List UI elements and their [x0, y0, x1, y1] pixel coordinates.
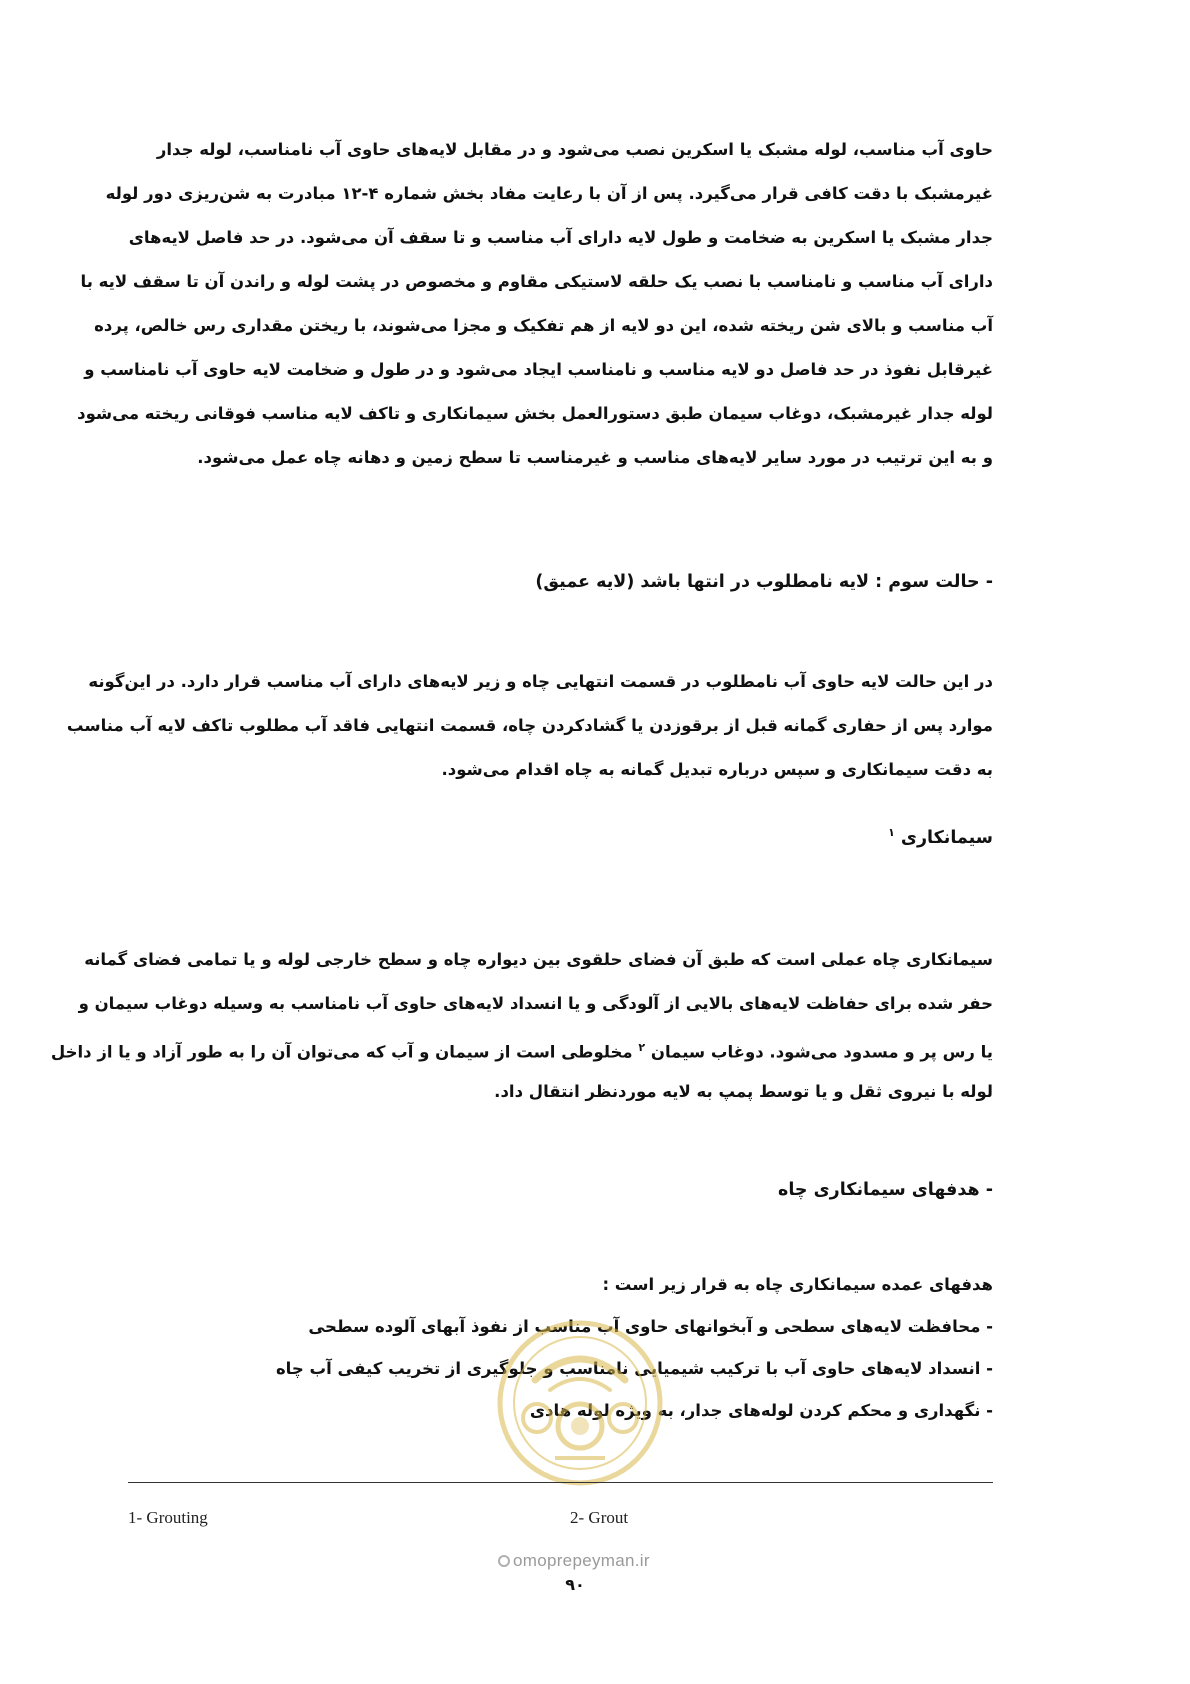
text-line: به دقت سیمانکاری و سپس درباره تبدیل گمانه به چاه اقدام می‌شود.: [441, 760, 993, 779]
text-line: لوله با نیروی ثقل و یا توسط پمپ به لایه موردنظر انتقال داد.: [494, 1082, 993, 1101]
paragraph-deep-layer: [66, 660, 993, 792]
text-line: آب مناسب و بالای شن ریخته شده، این دو لایه از هم تفکیک و مجزا می‌شوند، با ریختن مقداری رس خالص، پرده: [94, 316, 993, 335]
heading-cementing: [128, 826, 993, 848]
heading-goals: - هدفهای سیمانکاری چاه: [777, 1180, 993, 1200]
watermark-url-text: omoprepeyman.ir: [513, 1551, 650, 1570]
text-line: غیرقابل نفوذ در حد فاصل دو لایه مناسب و نامناسب ایجاد می‌شود و در طول و ضخامت لایه حاوی آب نامناسب و: [84, 360, 993, 379]
footnote-divider: [128, 1482, 993, 1483]
text-line: و به این ترتیب در مورد سایر لایه‌های مناسب و غیرمناسب تا سطح زمین و دهانه چاه عمل می‌شود.: [197, 448, 993, 467]
text-line: حاوی آب مناسب، لوله مشبک یا اسکرین نصب می‌شود و در مقابل لایه‌های حاوی آب نامناسب، لوله جدار: [156, 140, 993, 159]
text-line: حفر شده برای حفاظت لایه‌های بالایی از آلودگی و یا انسداد لایه‌های حاوی آب نامناسب به وسیله دوغاب سیمان و: [78, 994, 993, 1013]
text-line: دارای آب مناسب و نامناسب با نصب یک حلقه لاستیکی مقاوم و مخصوص در پشت لوله و راندن آن تا سقف لایه با: [80, 272, 993, 291]
heading-cementing-text: سیمانکاری: [900, 827, 993, 848]
text-line: لوله جدار غیرمشبک، دوغاب سیمان طبق دستورالعمل بخش سیمانکاری و تاکف لایه مناسب فوقانی ریخته می‌شود: [77, 404, 993, 423]
text-fragment: یا رس پر و مسدود می‌شود. دوغاب سیمان: [650, 1042, 993, 1062]
paragraph-layer-sealing: [77, 128, 993, 480]
page-number: ۹۰: [565, 1575, 585, 1594]
watermark-logo-icon: [498, 1555, 510, 1567]
text-line: غیرمشبک با دقت کافی قرار می‌گیرد. پس از آن با رعایت مفاد بخش شماره ۴-۱۲ مبادرت به شن‌ریزی دور لوله: [105, 184, 993, 203]
watermark-url: [498, 1551, 698, 1571]
footnote-ref-2: ۲: [638, 1041, 646, 1054]
list-item: - محافظت لایه‌های سطحی و آبخوانهای حاوی آب مناسب از نفوذ آبهای آلوده سطحی: [308, 1317, 993, 1336]
list-item: - نگهداری و محکم کردن لوله‌های جدار، به ویژه لوله هادی: [529, 1401, 993, 1420]
list-item: - انسداد لایه‌های حاوی آب با ترکیب شیمیایی نامناسب و جلوگیری از تخریب کیفی آب چاه: [275, 1359, 993, 1378]
paragraph-cementing-definition: [50, 938, 993, 1114]
heading-case-three: - حالت سوم : لایه نامطلوب در انتها باشد (لایه عمیق): [535, 572, 993, 592]
footnote-1: 1- Grouting: [128, 1508, 208, 1527]
text-line: جدار مشبک یا اسکرین به ضخامت و طول لایه دارای آب مناسب و تا سقف آن می‌شود. در حد فاصل لایه‌های: [128, 228, 993, 247]
goals-intro: هدفهای عمده سیمانکاری چاه به قرار زیر است :: [602, 1275, 993, 1294]
text-fragment: مخلوطی است از سیمان و آب که می‌توان آن را به طور آزاد و یا از داخل: [50, 1042, 633, 1062]
text-line: در این حالت لایه حاوی آب نامطلوب در قسمت انتهایی چاه و زیر لایه‌های دارای آب مناسب قرار دارد. در این‌گونه: [88, 672, 993, 691]
text-line: [50, 1026, 993, 1070]
footnote-2: 2- Grout: [570, 1508, 629, 1527]
watermark-seal-icon: [495, 1318, 665, 1488]
text-line: موارد پس از حفاری گمانه قبل از برقوزدن یا گشادکردن چاه، قسمت انتهایی فاقد آب مطلوب تاکف لایه آب مناسب: [66, 716, 993, 735]
text-line: سیمانکاری چاه عملی است که طبق آن فضای حلقوی بین دیواره چاه و سطح خارجی لوله و یا تمامی فضای گمانه: [84, 950, 993, 969]
footnote-ref-1: ۱: [888, 826, 895, 839]
